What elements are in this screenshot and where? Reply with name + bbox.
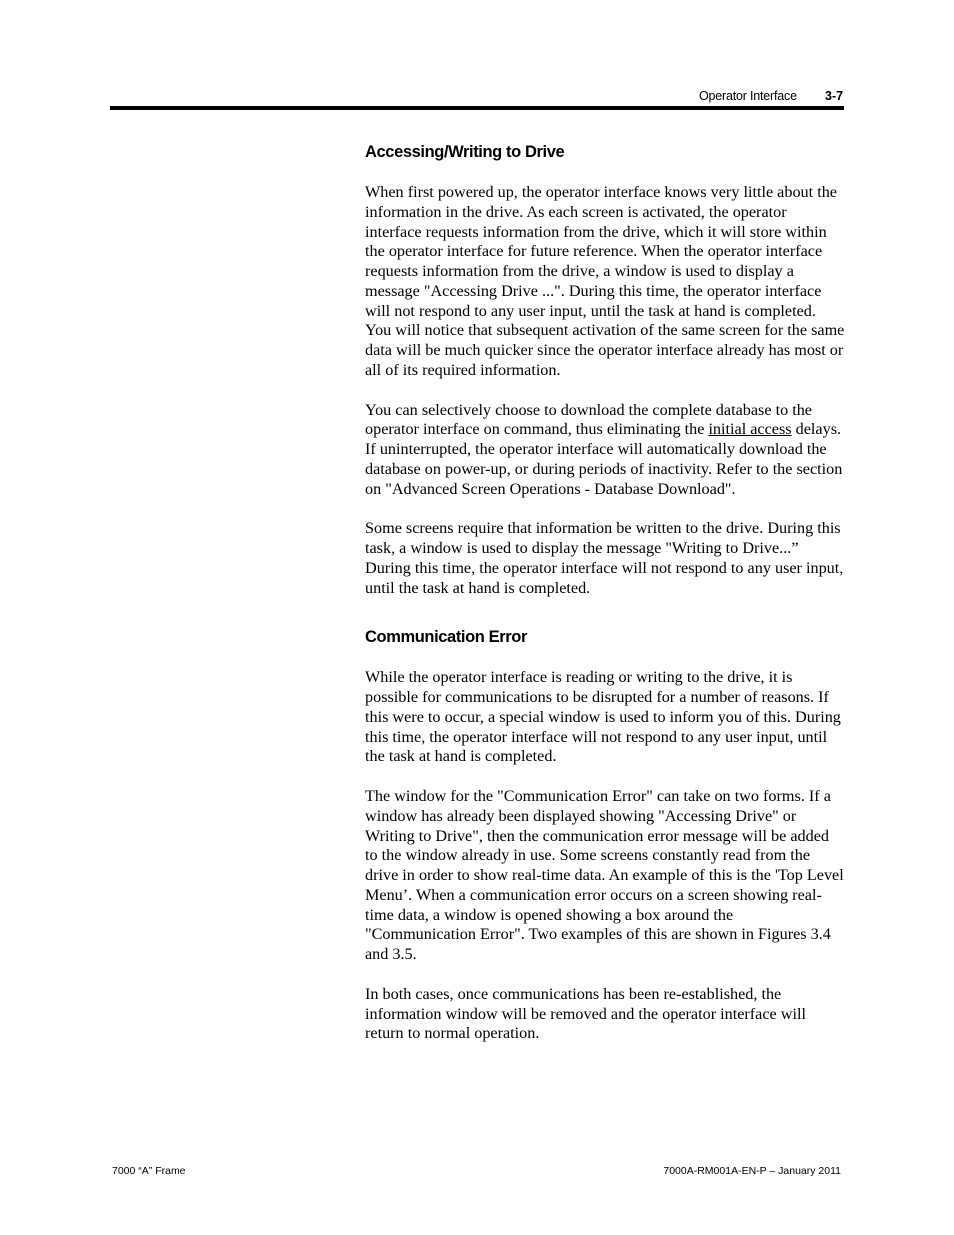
paragraph-first-powered-up: When first powered up, the operator interface knows very little about the information in the drive. As each screen is activated, the operator interface requests information from the drive, which it will store within the operator interface for future reference. When the operator interface requests information from the drive, a window is used to display a message "Accessing Drive ...". During this time, the operator interface will not respond to any user input, until the task at hand is completed. You will notice that subsequent activation of the same screen for the same data will be much quicker since the operator interface already has most or all of its required information. [365,183,845,379]
underlined-term: initial access [708,420,792,439]
section-heading-communication-error: Communication Error [365,628,528,647]
paragraph-text: You can selectively choose to download the complete database to the operator interface on command, thus eliminating the [365,400,812,439]
paragraph-re-established: In both cases, once communications has been re-established, the information window will be removed and the operator interface will return to normal operation. [365,984,806,1043]
page-content [365,141,845,1044]
footer-product: 7000 “A” Frame [112,1165,186,1177]
paragraph-writing-to-drive: Some screens require that information be written to the drive. During this task, a window is used to display the message "Writing to Drive...” During this time, the operator interface will not respond to any user input, until the task at hand is completed. [365,519,844,597]
header-page-number: 3-7 [825,89,844,103]
header-rule [110,106,844,110]
footer-doc-id: 7000A-RM001A-EN-P – January 2011 [663,1165,841,1177]
section-heading-accessing-writing: Accessing/Writing to Drive [365,143,565,161]
paragraph-text: delays. If uninterrupted, the operator interface will automatically download the database on power-up, or during periods of inactivity. Refer to the section on "Advanced Screen Operations - Database Download". [365,420,843,498]
paragraph-error-window-forms: The window for the "Communication Error" can take on two forms. If a window has already been displayed showing "Accessing Drive" or Writing to Drive", then the communication error message will be added to the window already in use. Some screens constantly read from the drive in order to show real-time data. An example of this is the 'Top Level Menu’. When a communication error occurs on a screen showing real-time data, a window is opened showing a box around the "Communication Error". Two examples of this are shown in Figures 3.4 and 3.5. [365,787,844,963]
header-section-title: Operator Interface [699,89,797,103]
paragraph-download-database [365,401,845,500]
paragraph-communications-disrupted: While the operator interface is reading or writing to the drive, it is possible for communications to be disrupted for a number of reasons. If this were to occur, a special window is used to inform you of this. During this time, the operator interface will not respond to any user input, until the task at hand is completed. [365,668,841,766]
